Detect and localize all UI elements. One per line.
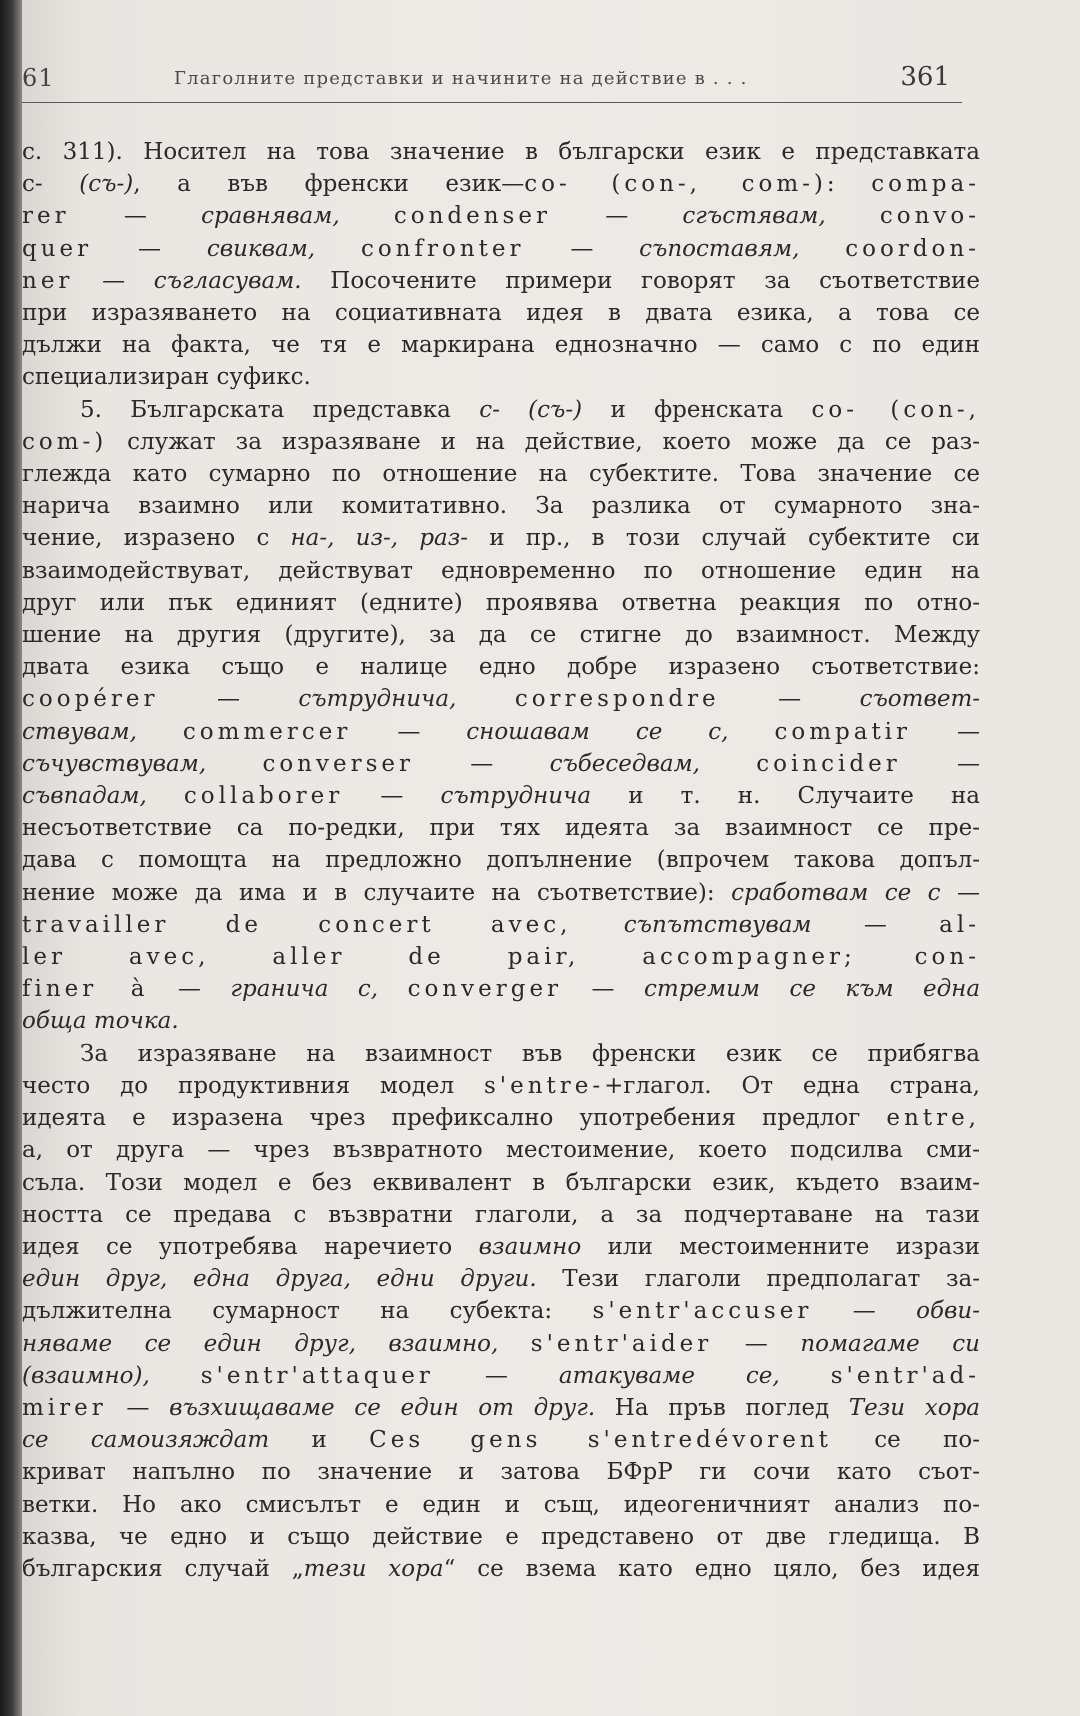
text-line bbox=[22, 136, 980, 168]
text-line bbox=[22, 780, 980, 812]
italic-gloss: сътруднича, bbox=[298, 686, 457, 713]
text-line bbox=[22, 683, 980, 715]
text-line bbox=[22, 1295, 980, 1327]
text-segment: ветки. Но ако смисълът е един и същ, идеогеничният анализ по- bbox=[22, 1491, 980, 1518]
french-term: com-) bbox=[22, 428, 108, 455]
text-line bbox=[22, 716, 980, 748]
text-segment: — bbox=[940, 879, 980, 906]
text-segment: двата езика също е налице едно добре изразено съответствие: bbox=[22, 654, 980, 681]
french-term: al- bbox=[939, 911, 980, 938]
text-segment: българския случай „ bbox=[22, 1555, 304, 1582]
text-segment bbox=[571, 912, 623, 938]
french-term: compa- bbox=[871, 171, 980, 198]
italic-gloss: тези хора bbox=[303, 1555, 444, 1582]
text-line bbox=[22, 844, 980, 876]
text-segment: служат за изразяване и на действие, което може да се раз- bbox=[107, 428, 980, 455]
italic-gloss: взаимно bbox=[478, 1233, 582, 1260]
french-term: s'entr'accuser bbox=[592, 1298, 813, 1325]
text-segment: и bbox=[269, 1427, 370, 1454]
french-term: coopérer bbox=[22, 686, 159, 713]
text-line bbox=[22, 1392, 980, 1424]
text-segment: — bbox=[69, 203, 202, 230]
running-title: Глаголните представки и начините на действие в . . . bbox=[174, 68, 748, 89]
text-line bbox=[22, 426, 980, 458]
text-segment: — bbox=[148, 976, 231, 1003]
text-line bbox=[22, 1070, 980, 1102]
text-line bbox=[22, 233, 980, 265]
text-segment: дължителна сумарност на субекта: bbox=[22, 1298, 593, 1325]
text-segment bbox=[799, 236, 845, 262]
text-segment bbox=[856, 944, 915, 970]
italic-gloss: Тези хора bbox=[848, 1394, 980, 1421]
french-term: collaborer bbox=[183, 783, 344, 810]
text-line bbox=[22, 1456, 980, 1488]
text-segment: — bbox=[92, 235, 207, 262]
text-segment: : bbox=[826, 171, 872, 198]
text-segment: — bbox=[911, 718, 980, 745]
italic-gloss: съответ- bbox=[859, 686, 980, 713]
italic-gloss: ствувам, bbox=[22, 718, 137, 745]
text-segment: при изразяването на социативната идея в двата езика, а това се bbox=[22, 300, 980, 327]
text-line bbox=[22, 1038, 980, 1070]
text-line bbox=[22, 394, 980, 426]
french-term: convo- bbox=[879, 203, 980, 230]
text-line bbox=[22, 1360, 980, 1392]
italic-gloss: се самоизяждат bbox=[22, 1427, 270, 1454]
italic-gloss: с- (съ-) bbox=[479, 396, 583, 423]
text-line bbox=[22, 1134, 980, 1166]
text-segment: За изразяване на взаимност във френски език се прибягва bbox=[80, 1040, 980, 1067]
text-segment: — bbox=[343, 783, 441, 810]
french-term: Ces gens s'entredévorent bbox=[369, 1427, 832, 1454]
italic-gloss: сътруднича bbox=[440, 783, 592, 810]
french-term: co- (con-, bbox=[811, 396, 980, 423]
text-segment: и френската bbox=[582, 396, 812, 423]
text-line bbox=[22, 1328, 980, 1360]
text-segment: “ се взема като едно цяло, без идея bbox=[443, 1555, 980, 1582]
italic-gloss: сгъстявам, bbox=[682, 203, 826, 230]
french-term: s'entr'ad- bbox=[830, 1362, 980, 1389]
italic-gloss: съпътствувам bbox=[623, 911, 812, 938]
text-segment: — bbox=[414, 750, 550, 777]
text-segment: или местоименните изрази bbox=[581, 1233, 980, 1260]
italic-gloss: помагаме си bbox=[800, 1330, 980, 1357]
text-segment bbox=[780, 1363, 831, 1389]
text-segment: — bbox=[524, 235, 640, 262]
text-segment: идея се употребява наречието bbox=[22, 1233, 479, 1260]
text-line bbox=[22, 458, 980, 490]
text-segment: 5. Българската представка bbox=[80, 396, 480, 423]
french-term: entre, bbox=[886, 1105, 980, 1132]
french-term: confronter bbox=[360, 235, 525, 262]
french-term: rer bbox=[22, 203, 70, 230]
text-line bbox=[22, 1424, 980, 1456]
text-segment bbox=[206, 751, 262, 777]
text-segment: — bbox=[106, 1394, 170, 1421]
book-binding-shadow bbox=[0, 0, 22, 1716]
text-segment bbox=[315, 236, 361, 262]
italic-gloss: сравнявам, bbox=[201, 203, 340, 230]
text-segment: Тези глаголи предполагат за- bbox=[536, 1266, 980, 1293]
text-segment bbox=[150, 1363, 201, 1389]
text-line bbox=[22, 1231, 980, 1263]
text-segment: специализиран суфикс. bbox=[22, 364, 311, 391]
text-segment: ността се предава с възвратни глаголи, а за подчертаване на тази bbox=[22, 1201, 980, 1228]
italic-gloss: съвпадам, bbox=[22, 783, 147, 810]
text-line bbox=[22, 1167, 980, 1199]
french-term: travailler de concert avec, bbox=[22, 911, 572, 938]
text-segment: идеята е изразена чрез префиксално употребения предлог bbox=[22, 1105, 887, 1132]
text-segment: нарича взаимно или комитативно. За разлика от сумарното зна- bbox=[22, 493, 980, 520]
text-line bbox=[22, 555, 980, 587]
text-segment: с- bbox=[22, 171, 80, 198]
text-segment: +глагол. От една страна, bbox=[604, 1072, 980, 1099]
text-segment: криват напълно по значение и затова БФрР ги сочи като съот- bbox=[22, 1459, 980, 1486]
italic-gloss: сношавам се с, bbox=[466, 718, 729, 745]
text-line bbox=[22, 329, 980, 361]
text-segment bbox=[826, 203, 880, 229]
italic-gloss: стремим се към една bbox=[644, 976, 980, 1003]
text-line bbox=[22, 168, 980, 200]
french-term: condenser bbox=[393, 203, 551, 230]
text-line bbox=[22, 587, 980, 619]
text-segment: — bbox=[562, 976, 644, 1003]
text-line bbox=[22, 522, 980, 554]
text-segment bbox=[340, 203, 394, 229]
text-segment bbox=[728, 719, 774, 745]
text-line bbox=[22, 1553, 980, 1585]
italic-gloss: атакуваме се, bbox=[558, 1362, 780, 1389]
text-line bbox=[22, 909, 980, 941]
text-segment: друг или пък единият (едните) проявява ответна реакция по отно- bbox=[22, 589, 980, 616]
text-segment: чение, изразено с bbox=[22, 525, 291, 552]
text-segment: дава с помощта на предложно допълнение (впрочем такова допъл- bbox=[22, 847, 980, 874]
italic-gloss: (взаимно), bbox=[22, 1362, 150, 1389]
french-term: commercer bbox=[182, 718, 352, 745]
page-number: 361 bbox=[900, 62, 950, 92]
text-segment: — bbox=[433, 1362, 559, 1389]
text-segment bbox=[456, 686, 514, 712]
text-segment bbox=[498, 1331, 531, 1357]
italic-gloss: съгласувам. bbox=[153, 267, 302, 294]
text-segment: казва, че едно и също действие е представено от две гледища. В bbox=[22, 1523, 980, 1550]
text-line bbox=[22, 200, 980, 232]
text-line bbox=[22, 297, 980, 329]
text-segment: и пр., в този случай субектите си bbox=[468, 525, 980, 552]
text-segment: с. 311). Носител на това значение в български език е представката bbox=[22, 139, 980, 165]
french-term: s'entr'attaquer bbox=[200, 1362, 434, 1389]
french-term: converger bbox=[407, 976, 563, 1003]
body-text bbox=[22, 136, 980, 1585]
text-segment: — bbox=[812, 1298, 917, 1325]
text-line bbox=[22, 812, 980, 844]
text-line bbox=[22, 1005, 980, 1037]
french-term: converser bbox=[262, 750, 414, 777]
text-segment: често до продуктивния модел bbox=[22, 1072, 484, 1099]
italic-gloss: сработвам се с bbox=[731, 879, 941, 906]
text-line bbox=[22, 1102, 980, 1134]
text-segment: — bbox=[158, 686, 299, 713]
text-segment bbox=[137, 719, 183, 745]
text-line bbox=[22, 748, 980, 780]
text-line bbox=[22, 265, 980, 297]
italic-gloss: съпоставям, bbox=[639, 235, 800, 262]
italic-gloss: обща точка. bbox=[22, 1008, 179, 1035]
text-segment: — bbox=[351, 718, 467, 745]
italic-gloss: гранича с, bbox=[230, 976, 379, 1003]
text-segment: несъответствие са по-редки, при тях идеята за взаимност се пре- bbox=[22, 815, 980, 842]
text-segment: а, от друга — чрез възвратното местоимение, което подсилва сми- bbox=[22, 1137, 980, 1164]
text-segment bbox=[378, 976, 407, 1002]
text-segment: нение може да има и в случаите на съответствие): bbox=[22, 879, 732, 906]
text-segment: и т. н. Случаите на bbox=[591, 783, 980, 810]
italic-gloss: на-, из-, раз- bbox=[290, 525, 469, 552]
italic-gloss: няваме се един друг, взаимно, bbox=[22, 1330, 499, 1357]
french-term: compatir bbox=[774, 718, 912, 745]
text-line bbox=[22, 1199, 980, 1231]
text-segment: — bbox=[712, 1330, 801, 1357]
text-line bbox=[22, 490, 980, 522]
french-term: con- bbox=[914, 944, 980, 971]
book-page bbox=[22, 0, 1080, 1716]
text-segment: шение на другия (другите), за да се стигне до взаимност. Между bbox=[22, 622, 980, 649]
text-segment bbox=[700, 751, 756, 777]
previous-page-number-fragment: 61 bbox=[22, 64, 55, 92]
text-segment: Посочените примери говорят за съответствие bbox=[301, 267, 980, 294]
text-segment: дължи на факта, че тя е маркирана еднозначно — само с по един bbox=[22, 332, 980, 359]
french-term: s'entr'aider bbox=[530, 1330, 713, 1357]
text-segment: На пръв поглед bbox=[595, 1394, 849, 1421]
french-term: quer bbox=[22, 235, 93, 262]
text-line bbox=[22, 1263, 980, 1295]
text-segment: — bbox=[900, 750, 980, 777]
text-line bbox=[22, 1489, 980, 1521]
french-term: coincider bbox=[756, 750, 901, 777]
italic-gloss: възхищаваме се един от друг. bbox=[169, 1394, 596, 1421]
text-segment: — bbox=[550, 203, 683, 230]
french-term: ner bbox=[22, 267, 74, 294]
text-segment: глежда като сумарно по отношение на субектите. Това значение се bbox=[22, 461, 980, 488]
text-segment: съла. Този модел е без еквивалент в български език, където взаим- bbox=[22, 1169, 980, 1196]
french-term: correspondre bbox=[514, 686, 720, 713]
text-line bbox=[22, 361, 980, 393]
french-term: ler avec, aller de pair, accompagner; bbox=[22, 944, 856, 971]
italic-gloss: събеседвам, bbox=[549, 750, 700, 777]
italic-gloss: обви- bbox=[916, 1298, 980, 1325]
italic-gloss: един друг, една друга, едни други. bbox=[22, 1266, 537, 1293]
text-segment: — bbox=[719, 686, 860, 713]
running-header bbox=[22, 62, 962, 103]
text-segment bbox=[147, 783, 184, 809]
french-term: finer à bbox=[22, 976, 149, 1003]
italic-gloss: (съ-) bbox=[79, 171, 134, 198]
text-segment: взаимодействуват, действуват едновременно по отношение един на bbox=[22, 557, 980, 584]
italic-gloss: съчувствувам, bbox=[22, 750, 207, 777]
text-line bbox=[22, 877, 980, 909]
french-term: mirer bbox=[22, 1394, 107, 1421]
text-segment: — bbox=[73, 267, 154, 294]
text-line bbox=[22, 973, 980, 1005]
text-line bbox=[22, 619, 980, 651]
text-line bbox=[22, 651, 980, 683]
text-line bbox=[22, 1521, 980, 1553]
french-term: coordon- bbox=[845, 235, 980, 262]
text-segment: се по- bbox=[831, 1427, 980, 1454]
text-line bbox=[22, 941, 980, 973]
french-term: s'entre- bbox=[483, 1072, 605, 1099]
text-segment: , а във френски език— bbox=[133, 171, 525, 198]
text-segment: — bbox=[811, 911, 940, 938]
italic-gloss: свиквам, bbox=[206, 235, 316, 262]
french-term: co- (con-, com-) bbox=[524, 171, 827, 198]
